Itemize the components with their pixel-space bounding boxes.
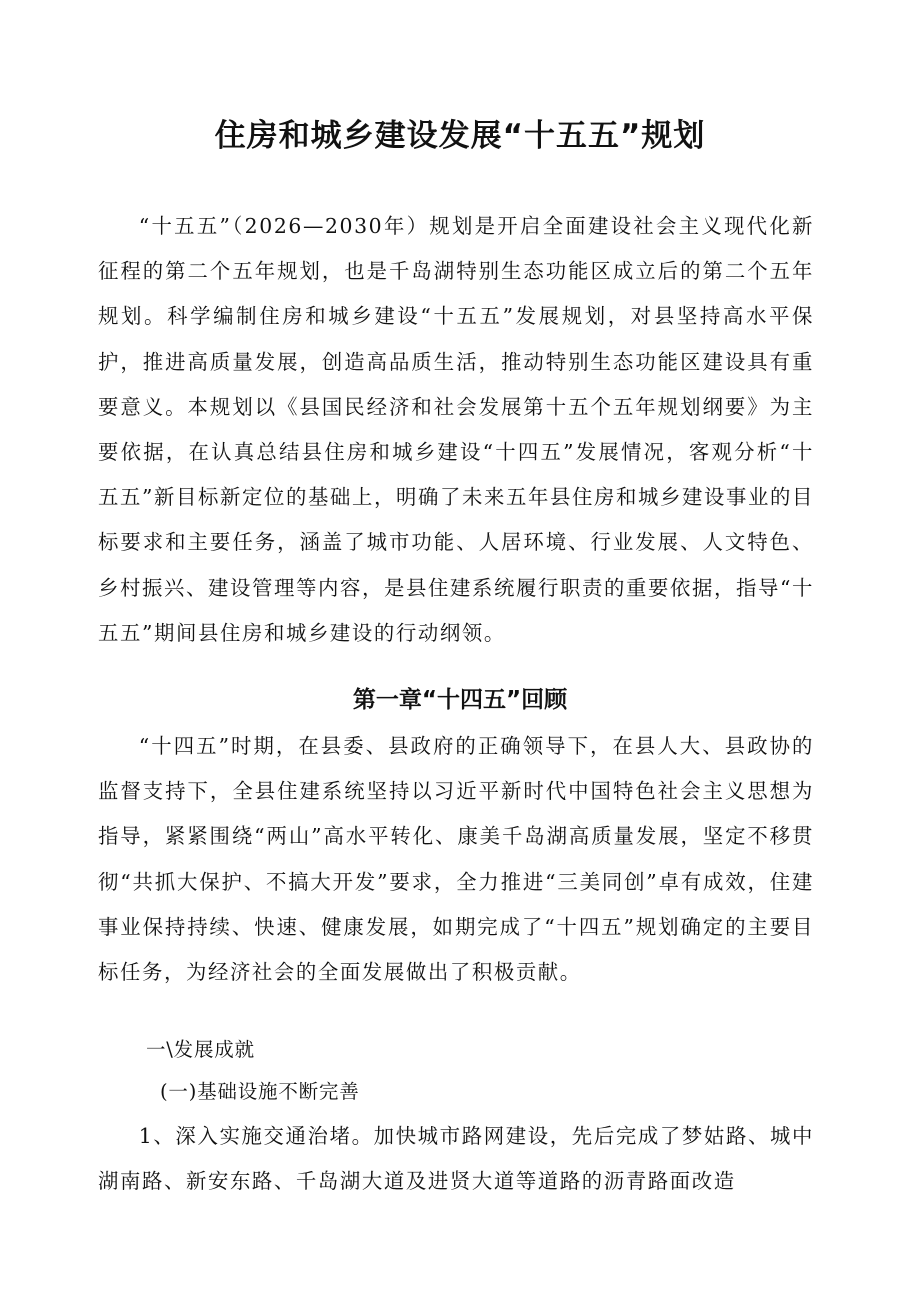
document-title: 住房和城乡建设发展“十五五”规划 bbox=[214, 118, 706, 154]
item-paragraph-traffic: 1、深入实施交通治堵。加快城市路网建设，先后完成了梦姑路、城中湖南路、新安东路、千岛湖大道及进贤大道等道路的沥青路面改造 bbox=[98, 1124, 814, 1194]
chapter-title: 第一章“十四五”回顾 bbox=[352, 687, 568, 713]
chapter-paragraph: “十四五”时期，在县委、县政府的正确领导下，在县人大、县政协的监督支持下，全县住建系统坚持以习近平新时代中国特色社会主义思想为指导，紧紧围绕“两山”高水平转化、康美千岛湖高质量发展，坚定不移贯彻“共抓大保护、不搞大开发”要求，全力推进“三美同创”卓有成效，住建事业保持持续、快速、健康发展，如期完成了“十四五”规划确定的主要目标任务，为经济社会的全面发展做出了积极贡献。 bbox=[98, 734, 814, 985]
intro-paragraph: “十五五”（2026—2030年）规划是开启全面建设社会主义现代化新征程的第二个五年规划，也是千岛湖特别生态功能区成立后的第二个五年规划。科学编制住房和城乡建设“十五五”发展规划，对县坚持高水平保护，推进高质量发展，创造高品质生活，推动特别生态功能区建设具有重要意义。本规划以《县国民经济和社会发展第十五个五年规划纲要》为主要依据，在认真总结县住房和城乡建设“十四五”发展情况，客观分析“十五五”新目标新定位的基础上，明确了未来五年县住房和城乡建设事业的目标要求和主要任务，涵盖了城市功能、人居环境、行业发展、人文特色、乡村振兴、建设管理等内容，是县住建系统履行职责的重要依据，指导“十五五”期间县住房和城乡建设的行动纲领。 bbox=[98, 214, 814, 645]
subsection-heading-infrastructure: (一)基础设施不断完善 bbox=[160, 1080, 360, 1103]
section-heading-achievements: 一\发展成就 bbox=[146, 1038, 255, 1061]
